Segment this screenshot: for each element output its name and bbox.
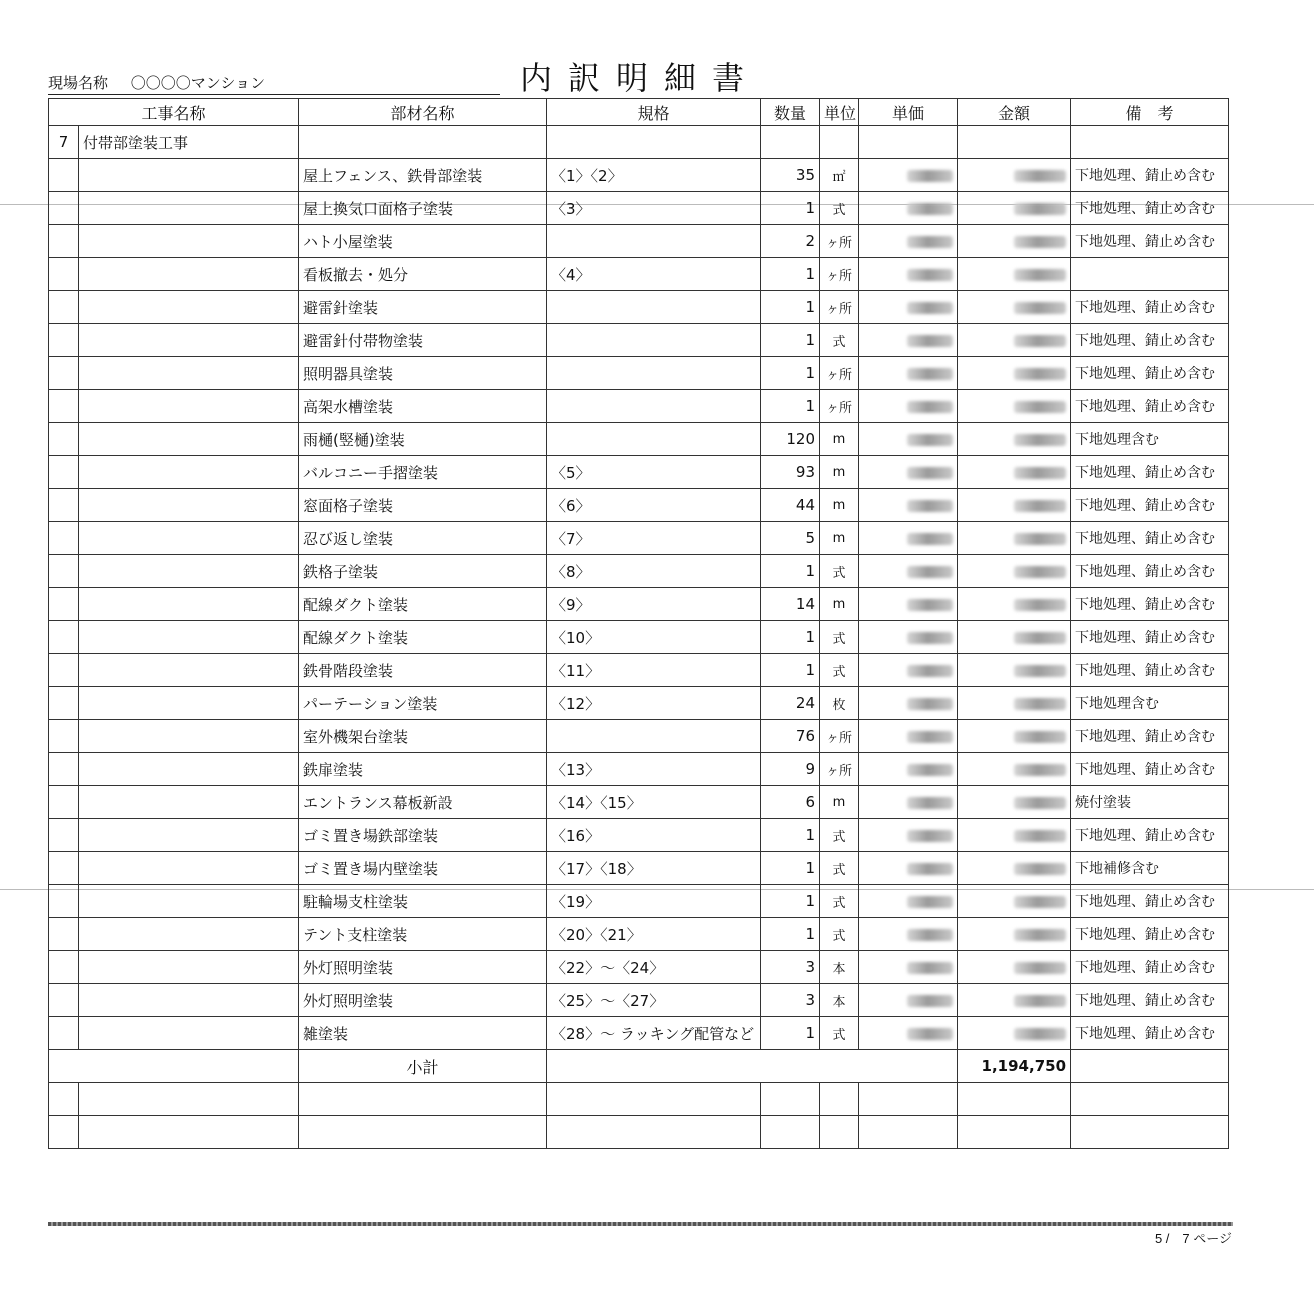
unit: m	[820, 522, 859, 555]
col-header-work-name: 工事名称	[49, 99, 299, 126]
unit: 枚	[820, 687, 859, 720]
quantity: 35	[761, 159, 820, 192]
quantity: 1	[761, 390, 820, 423]
unit: 式	[820, 621, 859, 654]
table-row	[49, 390, 1229, 423]
unit-price-redacted	[859, 258, 958, 291]
unit: 本	[820, 951, 859, 984]
table-row	[49, 984, 1229, 1017]
unit: 式	[820, 852, 859, 885]
redaction-blur	[1014, 731, 1066, 743]
redaction-blur	[907, 797, 953, 809]
unit: 式	[820, 555, 859, 588]
unit: m	[820, 456, 859, 489]
redaction-blur	[907, 863, 953, 875]
amount-redacted	[958, 588, 1071, 621]
table-row	[49, 324, 1229, 357]
remarks: 下地処理、錆止め含む	[1071, 1017, 1229, 1050]
table-row	[49, 159, 1229, 192]
unit: m	[820, 423, 859, 456]
col-header-quantity: 数量	[761, 99, 820, 126]
table-row	[49, 522, 1229, 555]
part-name: 照明器具塗装	[299, 357, 547, 390]
spec: 〈14〉〈15〉	[547, 786, 761, 819]
redaction-blur	[907, 896, 953, 908]
table-row	[49, 489, 1229, 522]
quantity: 6	[761, 786, 820, 819]
redaction-blur	[907, 467, 953, 479]
amount-redacted	[958, 654, 1071, 687]
redaction-blur	[907, 830, 953, 842]
redaction-blur	[907, 203, 953, 215]
quantity: 120	[761, 423, 820, 456]
part-name: エントランス幕板新設	[299, 786, 547, 819]
unit: ヶ所	[820, 225, 859, 258]
part-name: 避雷針付帯物塗装	[299, 324, 547, 357]
quantity: 14	[761, 588, 820, 621]
table-row	[49, 951, 1229, 984]
table-row	[49, 621, 1229, 654]
spec	[547, 423, 761, 456]
spec: 〈9〉	[547, 588, 761, 621]
spec: 〈12〉	[547, 687, 761, 720]
table-row	[49, 456, 1229, 489]
unit: 式	[820, 1017, 859, 1050]
spec	[547, 357, 761, 390]
spec	[547, 324, 761, 357]
unit-price-redacted	[859, 324, 958, 357]
remarks: 下地処理、錆止め含む	[1071, 522, 1229, 555]
amount-redacted	[958, 720, 1071, 753]
unit-price-redacted	[859, 786, 958, 819]
table-header-row	[49, 99, 1229, 126]
spec: 〈10〉	[547, 621, 761, 654]
redaction-blur	[1014, 401, 1066, 413]
unit-price-redacted	[859, 951, 958, 984]
remarks: 下地処理、錆止め含む	[1071, 918, 1229, 951]
redaction-blur	[907, 1028, 953, 1040]
amount-redacted	[958, 1017, 1071, 1050]
quantity: 1	[761, 621, 820, 654]
redaction-blur	[907, 698, 953, 710]
table-row	[49, 192, 1229, 225]
part-name: 外灯照明塗装	[299, 984, 547, 1017]
table-row	[49, 225, 1229, 258]
spec: 〈17〉〈18〉	[547, 852, 761, 885]
redaction-blur	[907, 566, 953, 578]
table-row	[49, 357, 1229, 390]
section-number: 7	[49, 126, 79, 159]
quantity: 24	[761, 687, 820, 720]
unit-price-redacted	[859, 1017, 958, 1050]
part-name: 室外機架台塗装	[299, 720, 547, 753]
unit-price-redacted	[859, 456, 958, 489]
remarks: 下地処理、錆止め含む	[1071, 951, 1229, 984]
remarks: 下地処理、錆止め含む	[1071, 621, 1229, 654]
redaction-blur	[1014, 665, 1066, 677]
part-name: 窓面格子塗装	[299, 489, 547, 522]
redaction-blur	[1014, 632, 1066, 644]
spec	[547, 720, 761, 753]
amount-redacted	[958, 984, 1071, 1017]
table-row	[49, 555, 1229, 588]
unit-price-redacted	[859, 357, 958, 390]
part-name: 配線ダクト塗装	[299, 588, 547, 621]
remarks: 下地補修含む	[1071, 852, 1229, 885]
unit: ㎡	[820, 159, 859, 192]
table-row	[49, 720, 1229, 753]
unit-price-redacted	[859, 159, 958, 192]
redaction-blur	[1014, 335, 1066, 347]
quantity: 1	[761, 852, 820, 885]
quantity: 3	[761, 951, 820, 984]
unit: 式	[820, 918, 859, 951]
unit: ヶ所	[820, 390, 859, 423]
redaction-blur	[907, 434, 953, 446]
col-header-spec: 規格	[547, 99, 761, 126]
unit-price-redacted	[859, 654, 958, 687]
subtotal-row	[49, 1050, 1229, 1083]
unit-price-redacted	[859, 918, 958, 951]
part-name: 屋上換気口面格子塗装	[299, 192, 547, 225]
unit-price-redacted	[859, 885, 958, 918]
amount-redacted	[958, 489, 1071, 522]
quantity: 1	[761, 1017, 820, 1050]
redaction-blur	[1014, 533, 1066, 545]
remarks: 下地処理、錆止め含む	[1071, 984, 1229, 1017]
unit-price-redacted	[859, 720, 958, 753]
redaction-blur	[907, 599, 953, 611]
unit-price-redacted	[859, 423, 958, 456]
spec	[547, 291, 761, 324]
site-name-label: 現場名称	[48, 74, 109, 92]
quantity: 2	[761, 225, 820, 258]
quantity: 93	[761, 456, 820, 489]
redaction-blur	[1014, 368, 1066, 380]
part-name: パーテーション塗装	[299, 687, 547, 720]
remarks: 下地処理、錆止め含む	[1071, 555, 1229, 588]
redaction-blur	[1014, 566, 1066, 578]
redaction-blur	[1014, 797, 1066, 809]
redaction-blur	[907, 929, 953, 941]
spec: 〈4〉	[547, 258, 761, 291]
amount-redacted	[958, 687, 1071, 720]
unit: 式	[820, 324, 859, 357]
part-name: 鉄扉塗装	[299, 753, 547, 786]
amount-redacted	[958, 225, 1071, 258]
quantity: 1	[761, 555, 820, 588]
table-row	[49, 588, 1229, 621]
unit-price-redacted	[859, 390, 958, 423]
spec: 〈22〉～〈24〉	[547, 951, 761, 984]
unit-price-redacted	[859, 192, 958, 225]
amount-redacted	[958, 951, 1071, 984]
part-name: 高架水槽塗装	[299, 390, 547, 423]
site-name-field	[48, 72, 500, 95]
unit-price-redacted	[859, 687, 958, 720]
unit: ヶ所	[820, 291, 859, 324]
table-row	[49, 687, 1229, 720]
redaction-blur	[907, 764, 953, 776]
part-name: 看板撤去・処分	[299, 258, 547, 291]
spec: 〈16〉	[547, 819, 761, 852]
spec: 〈8〉	[547, 555, 761, 588]
unit-price-redacted	[859, 225, 958, 258]
amount-redacted	[958, 621, 1071, 654]
remarks: 下地処理、錆止め含む	[1071, 324, 1229, 357]
spec: 〈19〉	[547, 885, 761, 918]
redaction-blur	[907, 401, 953, 413]
remarks: 下地処理、錆止め含む	[1071, 588, 1229, 621]
section-name: 付帯部塗装工事	[79, 126, 299, 159]
remarks: 下地処理、錆止め含む	[1071, 192, 1229, 225]
redaction-blur	[1014, 1028, 1066, 1040]
redaction-blur	[907, 170, 953, 182]
amount-redacted	[958, 291, 1071, 324]
redaction-blur	[907, 302, 953, 314]
amount-redacted	[958, 918, 1071, 951]
quantity: 1	[761, 819, 820, 852]
redaction-blur	[1014, 500, 1066, 512]
spec	[547, 390, 761, 423]
spec: 〈6〉	[547, 489, 761, 522]
table-row	[49, 918, 1229, 951]
part-name: ゴミ置き場鉄部塗装	[299, 819, 547, 852]
col-header-part-name: 部材名称	[299, 99, 547, 126]
table-row	[49, 786, 1229, 819]
redaction-blur	[907, 368, 953, 380]
section-row	[49, 126, 1229, 159]
part-name: 屋上フェンス、鉄骨部塗装	[299, 159, 547, 192]
amount-redacted	[958, 258, 1071, 291]
unit: 式	[820, 885, 859, 918]
spec: 〈13〉	[547, 753, 761, 786]
quantity: 1	[761, 918, 820, 951]
redaction-blur	[907, 269, 953, 281]
spec: 〈11〉	[547, 654, 761, 687]
redaction-blur	[1014, 764, 1066, 776]
quantity: 76	[761, 720, 820, 753]
amount-redacted	[958, 357, 1071, 390]
subtotal-label: 小計	[299, 1050, 547, 1083]
redaction-blur	[1014, 599, 1066, 611]
unit: 式	[820, 192, 859, 225]
redaction-blur	[907, 500, 953, 512]
part-name: 雑塗装	[299, 1017, 547, 1050]
table-row	[49, 291, 1229, 324]
remarks: 下地処理、錆止め含む	[1071, 456, 1229, 489]
part-name: 駐輪場支柱塗装	[299, 885, 547, 918]
part-name: ハト小屋塗装	[299, 225, 547, 258]
redaction-blur	[1014, 698, 1066, 710]
redaction-blur	[907, 665, 953, 677]
part-name: 忍び返し塗装	[299, 522, 547, 555]
unit: 式	[820, 654, 859, 687]
amount-redacted	[958, 885, 1071, 918]
unit-price-redacted	[859, 522, 958, 555]
amount-redacted	[958, 390, 1071, 423]
part-name: 鉄格子塗装	[299, 555, 547, 588]
remarks: 下地処理、錆止め含む	[1071, 357, 1229, 390]
redaction-blur	[907, 995, 953, 1007]
redaction-blur	[1014, 236, 1066, 248]
redaction-blur	[1014, 170, 1066, 182]
remarks: 下地処理、錆止め含む	[1071, 819, 1229, 852]
spec: 〈28〉～ ラッキング配管など	[547, 1017, 761, 1050]
unit: ヶ所	[820, 258, 859, 291]
redaction-blur	[1014, 434, 1066, 446]
quantity: 1	[761, 291, 820, 324]
amount-redacted	[958, 819, 1071, 852]
unit: m	[820, 786, 859, 819]
part-name: ゴミ置き場内壁塗装	[299, 852, 547, 885]
col-header-amount: 金額	[958, 99, 1071, 126]
unit: m	[820, 588, 859, 621]
unit-price-redacted	[859, 291, 958, 324]
remarks: 下地処理、錆止め含む	[1071, 291, 1229, 324]
remarks: 焼付塗装	[1071, 786, 1229, 819]
empty-row	[49, 1116, 1229, 1149]
remarks: 下地処理含む	[1071, 687, 1229, 720]
redaction-blur	[1014, 467, 1066, 479]
unit-price-redacted	[859, 852, 958, 885]
unit-price-redacted	[859, 621, 958, 654]
detail-table	[48, 98, 1229, 1149]
unit-price-redacted	[859, 819, 958, 852]
unit: 本	[820, 984, 859, 1017]
unit: ヶ所	[820, 753, 859, 786]
quantity: 1	[761, 192, 820, 225]
amount-redacted	[958, 555, 1071, 588]
part-name: 外灯照明塗装	[299, 951, 547, 984]
quantity: 5	[761, 522, 820, 555]
part-name: バルコニー手摺塗装	[299, 456, 547, 489]
redaction-blur	[1014, 203, 1066, 215]
empty-row	[49, 1083, 1229, 1116]
col-header-unit-price: 単価	[859, 99, 958, 126]
amount-redacted	[958, 192, 1071, 225]
table-row	[49, 258, 1229, 291]
remarks: 下地処理、錆止め含む	[1071, 753, 1229, 786]
site-name-value: 〇〇〇〇マンション	[130, 74, 266, 92]
redaction-blur	[907, 632, 953, 644]
table-row	[49, 423, 1229, 456]
spec: 〈25〉～〈27〉	[547, 984, 761, 1017]
redaction-blur	[1014, 929, 1066, 941]
remarks: 下地処理含む	[1071, 423, 1229, 456]
amount-redacted	[958, 324, 1071, 357]
remarks: 下地処理、錆止め含む	[1071, 885, 1229, 918]
part-name: 避雷針塗装	[299, 291, 547, 324]
quantity: 1	[761, 654, 820, 687]
spec: 〈20〉〈21〉	[547, 918, 761, 951]
part-name: 雨樋(竪樋)塗装	[299, 423, 547, 456]
amount-redacted	[958, 456, 1071, 489]
spec: 〈7〉	[547, 522, 761, 555]
quantity: 44	[761, 489, 820, 522]
amount-redacted	[958, 753, 1071, 786]
redaction-blur	[1014, 896, 1066, 908]
table-row	[49, 885, 1229, 918]
remarks: 下地処理、錆止め含む	[1071, 489, 1229, 522]
unit-price-redacted	[859, 555, 958, 588]
redaction-blur	[907, 335, 953, 347]
spec: 〈5〉	[547, 456, 761, 489]
quantity: 1	[761, 885, 820, 918]
table-row	[49, 654, 1229, 687]
remarks: 下地処理、錆止め含む	[1071, 654, 1229, 687]
table-row	[49, 852, 1229, 885]
subtotal-amount: 1,194,750	[958, 1050, 1071, 1083]
redaction-blur	[1014, 269, 1066, 281]
redaction-blur	[1014, 830, 1066, 842]
spec	[547, 225, 761, 258]
unit-price-redacted	[859, 588, 958, 621]
amount-redacted	[958, 159, 1071, 192]
quantity: 1	[761, 324, 820, 357]
unit-price-redacted	[859, 753, 958, 786]
unit: ヶ所	[820, 720, 859, 753]
part-name: テント支柱塗装	[299, 918, 547, 951]
redaction-blur	[1014, 863, 1066, 875]
spec: 〈3〉	[547, 192, 761, 225]
part-name: 鉄骨階段塗装	[299, 654, 547, 687]
unit: 式	[820, 819, 859, 852]
remarks: 下地処理、錆止め含む	[1071, 390, 1229, 423]
redaction-blur	[907, 533, 953, 545]
quantity: 1	[761, 357, 820, 390]
col-header-remarks: 備 考	[1071, 99, 1229, 126]
unit: ヶ所	[820, 357, 859, 390]
quantity: 1	[761, 258, 820, 291]
redaction-blur	[1014, 302, 1066, 314]
page-number: 5 / 7 ページ	[1154, 1231, 1232, 1246]
table-row	[49, 1017, 1229, 1050]
table-row	[49, 753, 1229, 786]
redaction-blur	[907, 236, 953, 248]
amount-redacted	[958, 852, 1071, 885]
remarks	[1071, 258, 1229, 291]
quantity: 9	[761, 753, 820, 786]
redaction-blur	[907, 731, 953, 743]
amount-redacted	[958, 423, 1071, 456]
amount-redacted	[958, 786, 1071, 819]
unit-price-redacted	[859, 984, 958, 1017]
spec: 〈1〉〈2〉	[547, 159, 761, 192]
remarks: 下地処理、錆止め含む	[1071, 720, 1229, 753]
unit-price-redacted	[859, 489, 958, 522]
redaction-blur	[1014, 995, 1066, 1007]
redaction-blur	[907, 962, 953, 974]
quantity: 3	[761, 984, 820, 1017]
part-name: 配線ダクト塗装	[299, 621, 547, 654]
amount-redacted	[958, 522, 1071, 555]
remarks: 下地処理、錆止め含む	[1071, 225, 1229, 258]
unit: m	[820, 489, 859, 522]
redaction-blur	[1014, 962, 1066, 974]
col-header-unit: 単位	[820, 99, 859, 126]
remarks: 下地処理、錆止め含む	[1071, 159, 1229, 192]
footer-rule	[48, 1222, 1233, 1226]
table-row	[49, 819, 1229, 852]
document-title: 内訳明細書	[519, 59, 760, 97]
